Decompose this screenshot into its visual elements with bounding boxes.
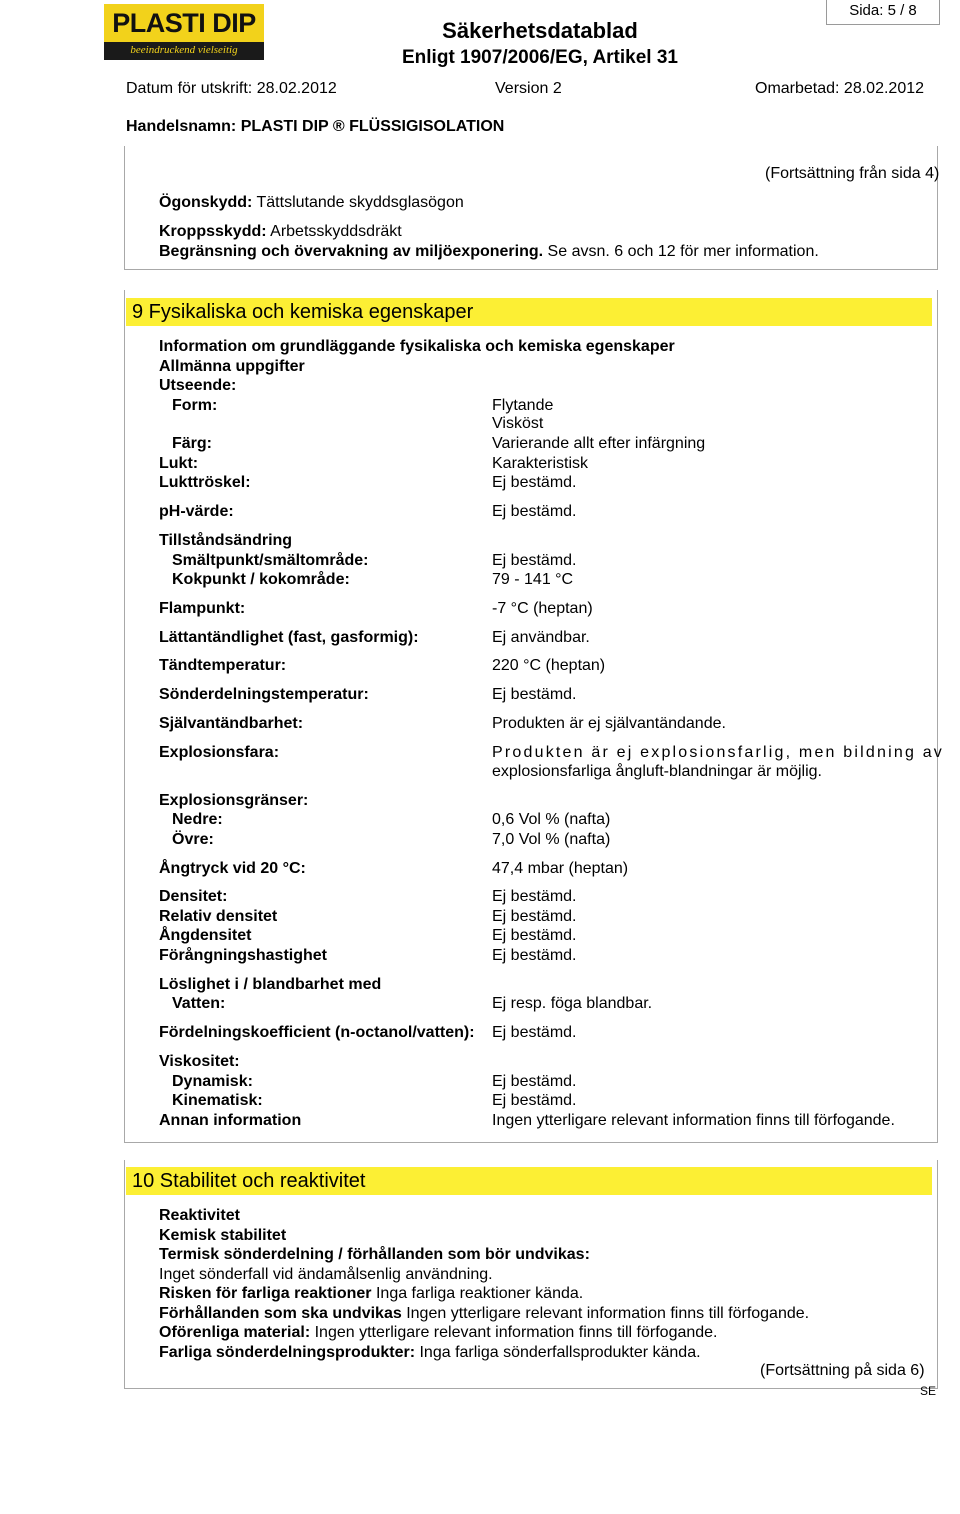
form-value-2: Visköst — [492, 415, 544, 432]
hazardous-reactions-label: Risken för farliga reaktioner — [159, 1285, 372, 1302]
conditions-to-avoid-value: Ingen ytterligare relevant information finns till förfogande. — [406, 1305, 810, 1322]
boiling-point-label: Kokpunkt / kokområde: — [172, 571, 350, 588]
continued-from: (Fortsättning från sida 4) — [765, 165, 940, 182]
flash-point-label: Flampunkt: — [159, 600, 246, 617]
eye-protection-row — [159, 194, 464, 212]
continued-to: (Fortsättning på sida 6) — [760, 1362, 925, 1379]
environmental-exposure-value: Se avsn. 6 och 12 för mer information. — [547, 243, 819, 260]
general-information: Allmänna uppgifter — [159, 358, 305, 375]
evaporation-rate-value: Ej bestämd. — [492, 947, 577, 964]
section-10-title: 10 Stabilitet och reaktivitet — [132, 1170, 366, 1192]
melting-point-value: Ej bestämd. — [492, 552, 577, 569]
incompatible-materials-value: Ingen ytterligare relevant information finns till förfogande. — [314, 1324, 718, 1341]
hazardous-reactions-value: Inga farliga reaktioner kända. — [375, 1285, 584, 1302]
print-date: Datum för utskrift: 28.02.2012 — [126, 80, 337, 97]
reactivity-label: Reaktivitet — [159, 1207, 240, 1224]
kinematic-viscosity-label: Kinematisk: — [172, 1092, 263, 1109]
color-label: Färg: — [172, 435, 212, 452]
explosion-hazard-value-2: explosionsfarliga ångluft-blandningar är möjlig. — [492, 763, 822, 780]
partition-coefficient-value: Ej bestämd. — [492, 1024, 577, 1041]
ph-label: pH-värde: — [159, 503, 234, 520]
explosion-hazard-label: Explosionsfara: — [159, 744, 280, 761]
conditions-to-avoid-label: Förhållanden som ska undvikas — [159, 1305, 402, 1322]
other-information-label: Annan information — [159, 1112, 302, 1129]
explosion-limits-heading: Explosionsgränser: — [159, 792, 309, 809]
logo-tagline: beeindruckend vielseitig — [130, 44, 238, 56]
section-9-title: 9 Fysikaliska och kemiska egenskaper — [132, 301, 474, 323]
country-code: SE — [920, 1384, 937, 1398]
solubility-heading: Löslighet i / blandbarhet med — [159, 976, 382, 993]
document-subtitle: Enligt 1907/2006/EG, Artikel 31 — [402, 47, 678, 68]
color-value: Varierande allt efter infärgning — [492, 435, 706, 452]
hazardous-decomposition-row — [159, 1344, 701, 1362]
odor-threshold-label: Lukttröskel: — [159, 474, 251, 491]
flammability-label: Lättantändlighet (fast, gasformig): — [159, 629, 419, 646]
body-protection-value: Arbetsskyddsdräkt — [270, 223, 402, 240]
vapour-density-value: Ej bestämd. — [492, 927, 577, 944]
odor-value: Karakteristisk — [492, 455, 589, 472]
kinematic-viscosity-value: Ej bestämd. — [492, 1092, 577, 1109]
vapour-pressure-value: 47,4 mbar (heptan) — [492, 860, 629, 877]
other-information-value: Ingen ytterligare relevant information finns till förfogande. — [492, 1112, 895, 1129]
eye-protection-value: Tättslutande skyddsglasögon — [256, 194, 464, 211]
boiling-point-value: 79 - 141 °C — [492, 571, 574, 588]
odor-label: Lukt: — [159, 455, 199, 472]
logo-text: PLASTI DIP — [112, 8, 256, 38]
dynamic-viscosity-value: Ej bestämd. — [492, 1073, 577, 1090]
explosion-hazard-value-1: Produkten är ej explosionsfarlig, men bildning av — [492, 744, 944, 761]
appearance-heading: Utseende: — [159, 377, 237, 394]
hazardous-decomposition-value: Inga farliga sönderfallsprodukter kända. — [419, 1344, 701, 1361]
dynamic-viscosity-label: Dynamisk: — [172, 1073, 253, 1090]
partition-coefficient-label: Fördelningskoefficient (n-octanol/vatten): — [159, 1024, 475, 1041]
document-title: Säkerhetsdatablad — [442, 18, 638, 43]
incompatible-materials-row — [159, 1324, 718, 1342]
chemical-stability-label: Kemisk stabilitet — [159, 1227, 287, 1244]
eye-protection-label: Ögonskydd: — [159, 194, 253, 211]
revision-date: Omarbetad: 28.02.2012 — [755, 80, 925, 97]
water-value: Ej resp. föga blandbar. — [492, 995, 653, 1012]
flash-point-value: -7 °C (heptan) — [492, 600, 593, 617]
hazardous-reactions-row — [159, 1285, 583, 1303]
thermal-decomposition-label: Termisk sönderdelning / förhållanden som bör undvikas: — [159, 1246, 590, 1263]
section-9-header — [126, 298, 932, 326]
body-protection-label: Kroppsskydd: — [159, 223, 267, 240]
form-value-1: Flytande — [492, 397, 554, 414]
self-ignition-label: Självantändbarhet: — [159, 715, 304, 732]
plasti-dip-logo — [104, 4, 264, 60]
viscosity-heading: Viskositet: — [159, 1053, 240, 1070]
odor-threshold-value: Ej bestämd. — [492, 474, 577, 491]
lower-limit-value: 0,6 Vol % (nafta) — [492, 811, 611, 828]
section-10-header — [126, 1167, 932, 1195]
relative-density-value: Ej bestämd. — [492, 908, 577, 925]
water-label: Vatten: — [172, 995, 226, 1012]
form-label: Form: — [172, 397, 218, 414]
ignition-temperature-value: 220 °C (heptan) — [492, 657, 606, 674]
environmental-exposure-row — [159, 243, 819, 261]
decomposition-temperature-value: Ej bestämd. — [492, 686, 577, 703]
vapour-density-label: Ångdensitet — [159, 927, 252, 944]
ph-value: Ej bestämd. — [492, 503, 577, 520]
hazardous-decomposition-label: Farliga sönderdelningsprodukter: — [159, 1344, 416, 1361]
body-protection-row — [159, 223, 402, 241]
melting-point-label: Smältpunkt/smältområde: — [172, 552, 369, 569]
relative-density-label: Relativ densitet — [159, 908, 278, 925]
trade-name: Handelsnamn: PLASTI DIP ® FLÜSSIGISOLATION — [126, 118, 505, 135]
incompatible-materials-label: Oförenliga material: — [159, 1324, 311, 1341]
page-indicator: Sida: 5 / 8 — [826, 0, 940, 25]
flammability-value: Ej användbar. — [492, 629, 590, 646]
density-value: Ej bestämd. — [492, 888, 577, 905]
density-label: Densitet: — [159, 888, 228, 905]
evaporation-rate-label: Förångningshastighet — [159, 947, 327, 964]
section-9-intro: Information om grundläggande fysikaliska och kemiska egenskaper — [159, 338, 675, 355]
conditions-to-avoid-row — [159, 1305, 809, 1323]
lower-limit-label: Nedre: — [172, 811, 223, 828]
version: Version 2 — [495, 80, 562, 97]
upper-limit-label: Övre: — [172, 831, 214, 848]
decomposition-temperature-label: Sönderdelningstemperatur: — [159, 686, 369, 703]
state-change-heading: Tillståndsändring — [159, 532, 293, 549]
environmental-exposure-label: Begränsning och övervakning av miljöexponering. — [159, 243, 544, 260]
vapour-pressure-label: Ångtryck vid 20 °C: — [159, 860, 306, 877]
ignition-temperature-label: Tändtemperatur: — [159, 657, 287, 674]
thermal-decomposition-value: Inget sönderfall vid ändamålsenlig användning. — [159, 1266, 493, 1283]
self-ignition-value: Produkten är ej självantändande. — [492, 715, 726, 732]
upper-limit-value: 7,0 Vol % (nafta) — [492, 831, 611, 848]
